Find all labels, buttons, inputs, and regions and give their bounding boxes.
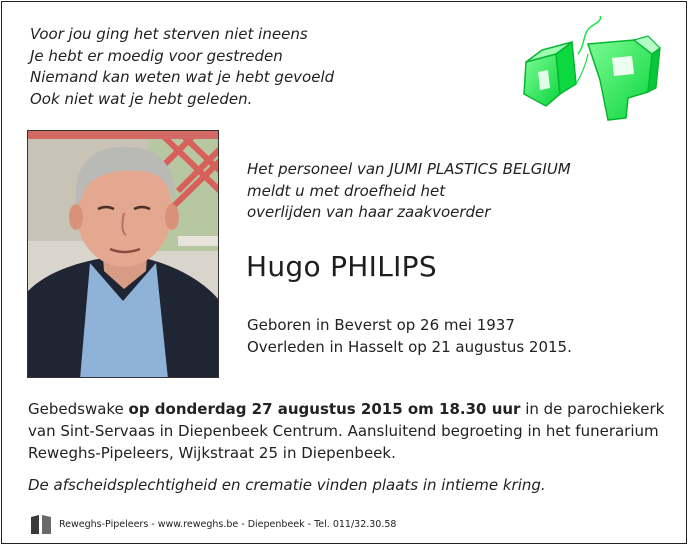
announcement-line: Het personeel van JUMI PLASTICS BELGIUM [247, 160, 571, 178]
death-info: Overleden in Hasselt op 21 augustus 2015. [247, 338, 572, 356]
announcement-line: meldt u met droefheid het [247, 181, 446, 200]
service-info [28, 398, 664, 464]
columns-icon [30, 513, 52, 535]
poem-line: Ook niet wat je hebt geleden. [30, 89, 253, 108]
closing-note: De afscheidsplechtigheid en crematie vinden plaats in intieme kring. [28, 476, 546, 494]
portrait-photo [27, 130, 219, 378]
announcement [247, 159, 571, 224]
birth-info: Geboren in Beverst op 26 mei 1937 [247, 316, 515, 334]
service-suffix: in de parochiekerk [520, 400, 665, 418]
footer-text: Reweghs-Pipeleers - www.reweghs.be - Diepenbeek - Tel. 011/32.30.58 [59, 518, 397, 530]
footer [30, 513, 396, 535]
service-prefix: Gebedswake [28, 400, 129, 418]
service-line-2: van Sint-Servaas in Diepenbeek Centrum. Aansluitend begroeting in het funerarium [28, 422, 659, 440]
deceased-name: Hugo PHILIPS [246, 250, 437, 283]
jp-logo-icon [516, 14, 662, 126]
poem-line: Voor jou ging het sterven niet ineens [30, 25, 308, 43]
service-datetime: op donderdag 27 augustus 2015 om 18.30 uur [128, 400, 521, 418]
service-line-3: Reweghs-Pipeleers, Wijkstraat 25 in Diepenbeek. [28, 444, 396, 462]
poem-line: Niemand kan weten wat je hebt gevoeld [30, 68, 335, 86]
service-line-1 [28, 398, 664, 420]
poem [30, 24, 334, 110]
life-dates [247, 314, 572, 358]
poem-line: Je hebt er moedig voor gestreden [30, 46, 283, 65]
announcement-line: overlijden van haar zaakvoerder [247, 203, 491, 221]
